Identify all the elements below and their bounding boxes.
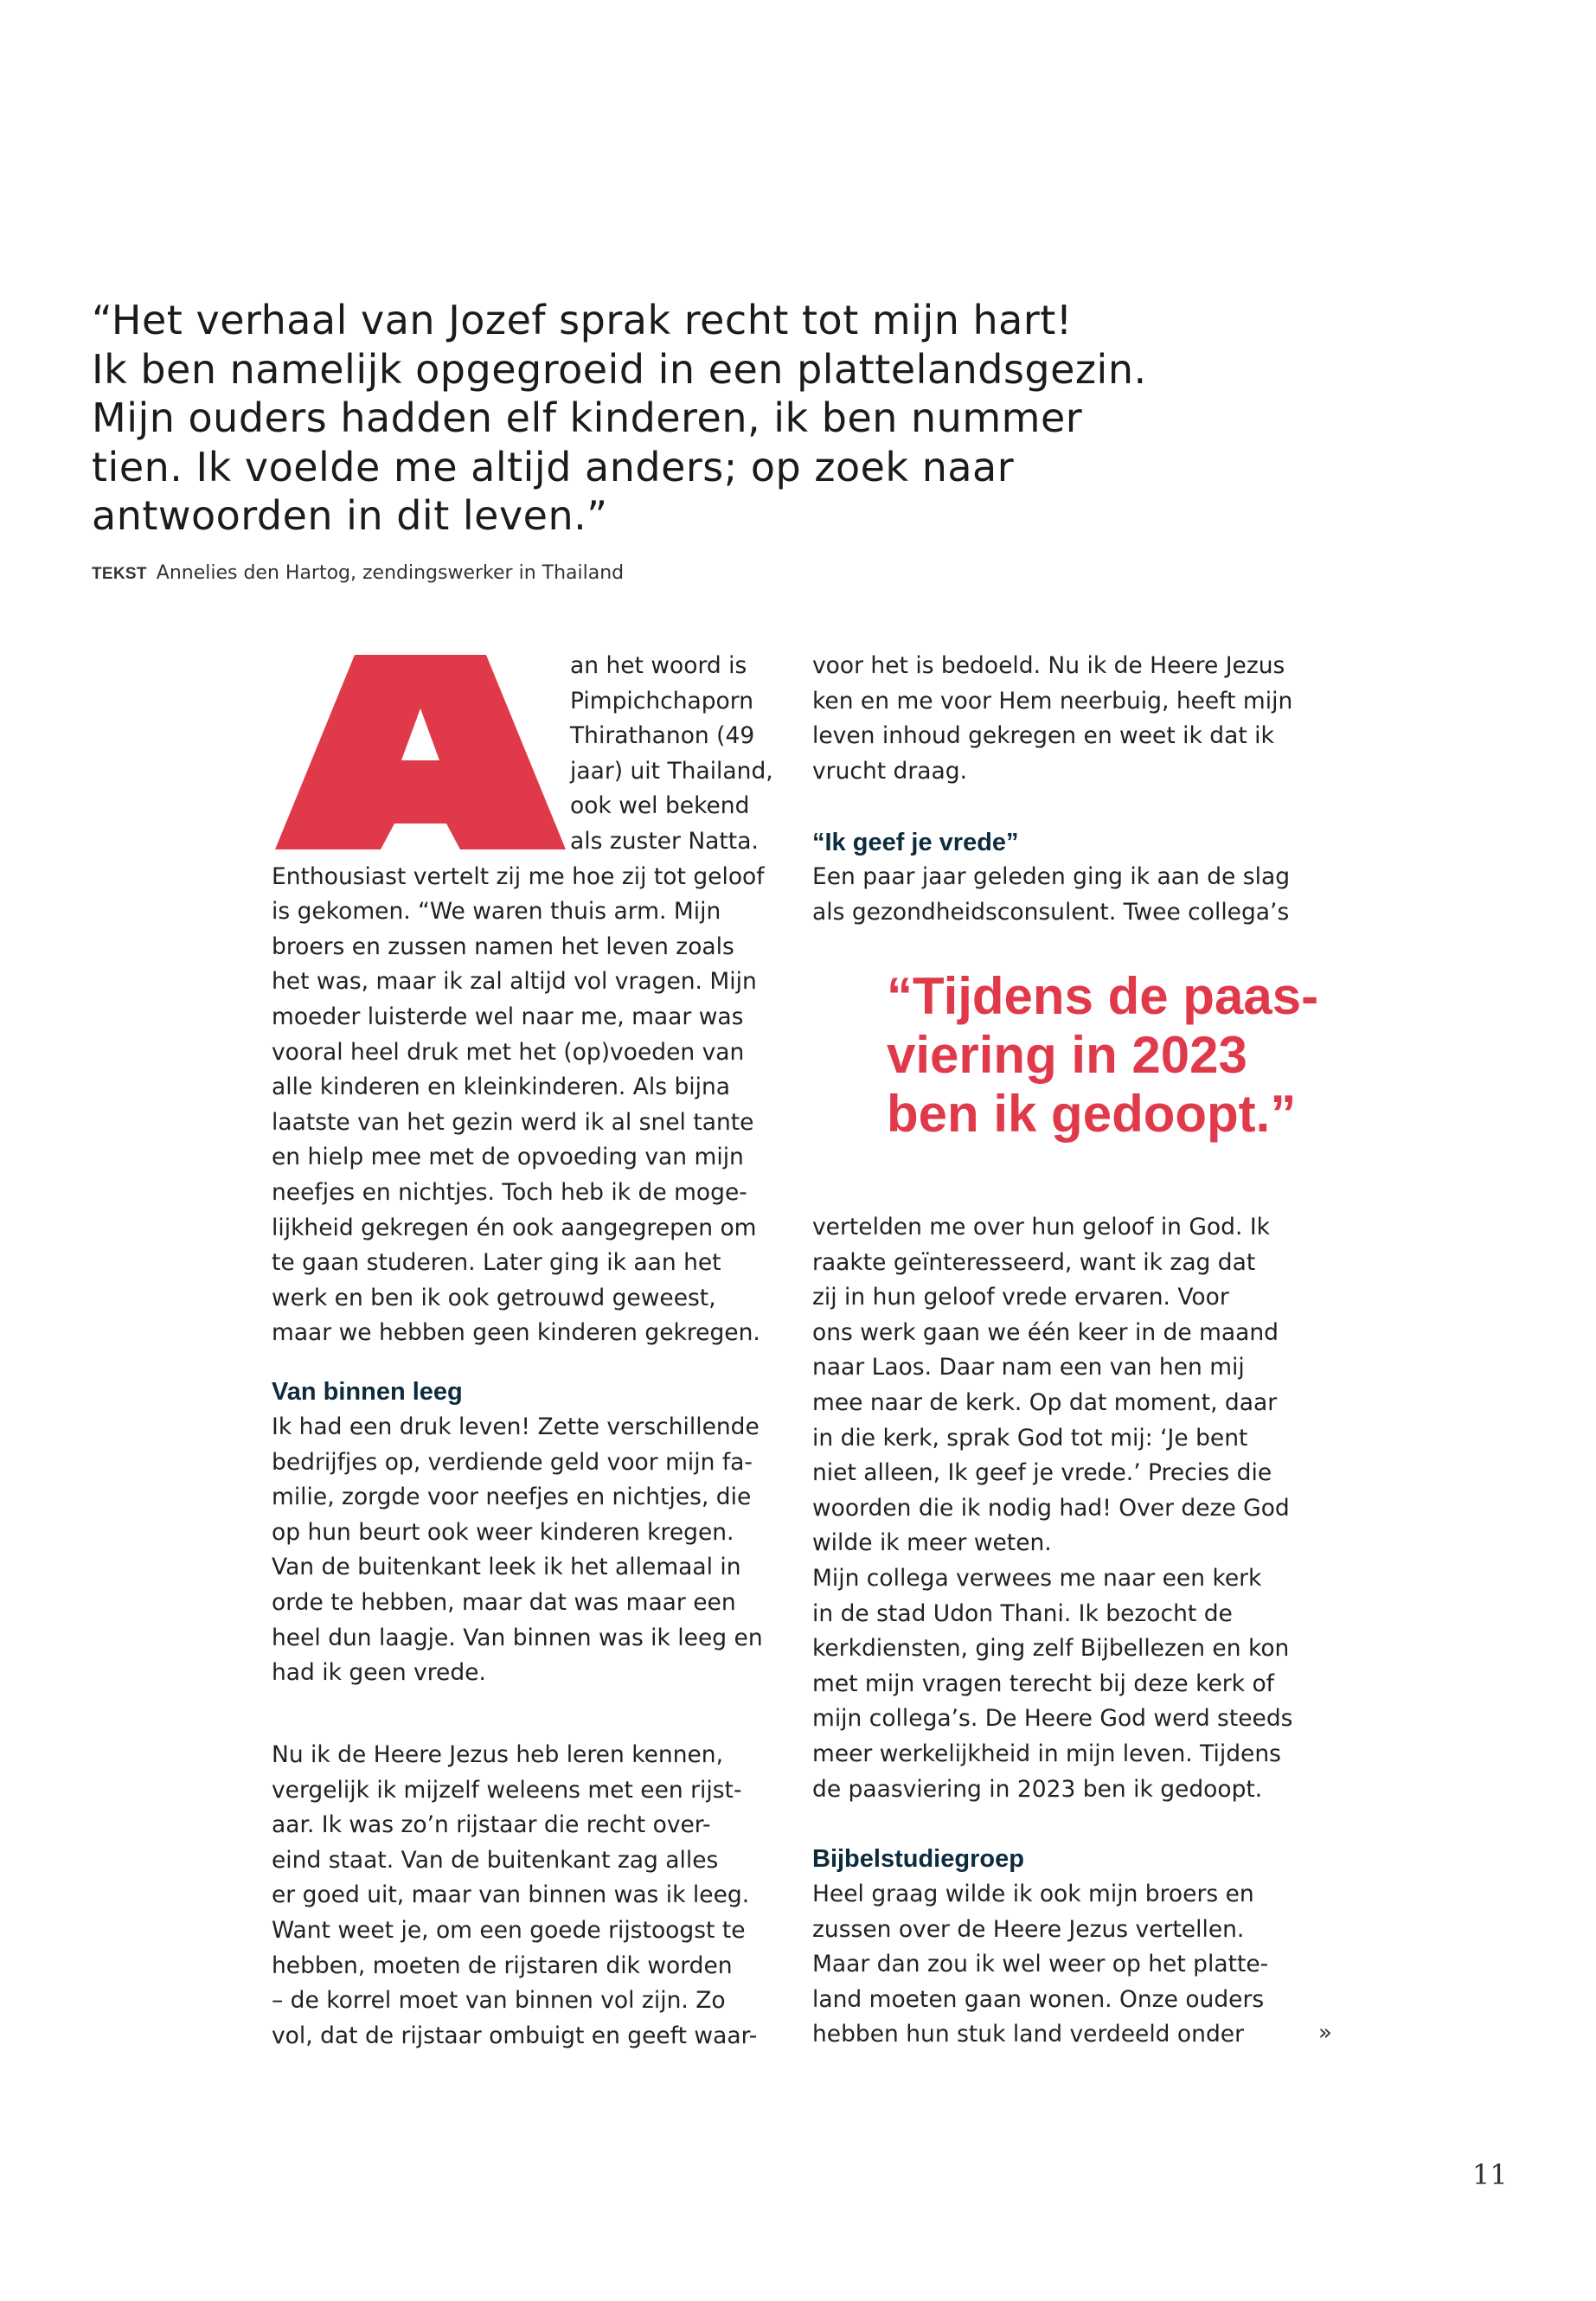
text-line: naar Laos. Daar nam een van hen mij	[812, 1354, 1245, 1381]
text-line: vertelden me over hun geloof in God. Ik	[812, 1214, 1270, 1240]
text-line: lijkheid gekregen én ook aangegrepen om	[272, 1214, 757, 1241]
heading-bijbelstudiegroep: Bijbelstudiegroep	[812, 1845, 1024, 1873]
text-line: zij in hun geloof vrede ervaren. Voor	[812, 1284, 1229, 1311]
left-column-paragraph-3	[272, 1738, 782, 2054]
text-line: Want weet je, om een goede rijstoogst te	[272, 1916, 746, 1944]
text-line: milie, zorgde voor neefjes en nichtjes, die	[272, 1484, 752, 1511]
text-line: voor het is bedoeld. Nu ik de Heere Jezus	[812, 652, 1285, 679]
text-line: ook wel bekend	[570, 792, 750, 820]
text-line: alle kinderen en kleinkinderen. Als bijna	[272, 1074, 731, 1101]
text-line: Pimpichchaporn	[570, 687, 753, 715]
text-line: zussen over de Heere Jezus vertellen.	[812, 1915, 1245, 1943]
text-line: Mijn collega verwees me naar een kerk	[812, 1564, 1262, 1592]
text-line: vergelijk ik mijzelf weleens met een rijst-	[272, 1776, 742, 1804]
right-column-paragraph-1	[812, 649, 1323, 789]
text-line: ben ik gedoopt.”	[887, 1085, 1297, 1143]
text-line: Ik ben namelijk opgegroeid in een plattelandsgezin.	[92, 345, 1147, 393]
text-line: jaar) uit Thailand,	[570, 757, 773, 785]
text-line: ken en me voor Hem neerbuig, heeft mijn	[812, 687, 1293, 715]
byline-author: Annelies den Hartog, zendingswerker in Thailand	[156, 562, 625, 584]
pull-quote	[887, 967, 1318, 1144]
text-line: Enthousiast vertelt zij me hoe zij tot geloof	[272, 862, 765, 890]
text-line: met mijn vragen terecht bij deze kerk of	[812, 1670, 1274, 1697]
text-line: moeder luisterde wel naar me, maar was	[272, 1003, 744, 1030]
text-line: – de korrel moet van binnen vol zijn. Zo	[272, 1987, 726, 2015]
left-column-paragraph-2	[272, 1410, 782, 1691]
text-line: werk en ben ik ook getrouwd geweest,	[272, 1284, 716, 1311]
text-line: wilde ik meer weten.	[812, 1529, 1052, 1557]
text-line: het was, maar ik zal altijd vol vragen. Mijn	[272, 968, 757, 996]
text-line: land moeten gaan wonen. Onze ouders	[812, 1985, 1265, 2013]
text-line: woorden die ik nodig had! Over deze God	[812, 1494, 1290, 1522]
text-line: viering in 2023	[887, 1026, 1247, 1084]
text-line: “Het verhaal van Jozef sprak recht tot mijn hart!	[92, 297, 1073, 343]
text-line: Thirathanon (49	[570, 722, 755, 750]
intro-quote	[92, 296, 1372, 541]
byline-label: TEKST	[92, 565, 147, 583]
text-line: Nu ik de Heere Jezus heb leren kennen,	[272, 1741, 724, 1768]
text-line: laatste van het gezin werd ik al snel tante	[272, 1108, 754, 1136]
right-column-paragraph-2	[812, 860, 1323, 930]
text-line: hebben, moeten de rijstaren dik worden	[272, 1952, 733, 1979]
text-line: eind staat. Van de buitenkant zag alles	[272, 1846, 719, 1874]
text-line: vooral heel druk met het (op)voeden van	[272, 1038, 745, 1066]
text-line: aar. Ik was zo’n rijstaar die recht over-	[272, 1811, 711, 1839]
text-line: als gezondheidsconsulent. Twee collega’s	[812, 898, 1290, 926]
text-line: als zuster Natta.	[570, 827, 759, 855]
text-line: de paasviering in 2023 ben ik gedoopt.	[812, 1775, 1263, 1803]
text-line: vol, dat de rijstaar ombuigt en geeft waar-	[272, 2022, 758, 2049]
text-line: mijn collega’s. De Heere God werd steeds	[812, 1705, 1293, 1733]
text-line: in de stad Udon Thani. Ik bezocht de	[812, 1599, 1233, 1627]
text-line: Maar dan zou ik wel weer op het platte-	[812, 1951, 1269, 1978]
text-line: meer werkelijkheid in mijn leven. Tijdens	[812, 1740, 1281, 1767]
text-line: in die kerk, sprak God tot mij: ‘Je bent	[812, 1424, 1248, 1452]
text-line: er goed uit, maar van binnen was ik leeg.	[272, 1881, 750, 1909]
text-line: Van de buitenkant leek ik het allemaal in	[272, 1554, 741, 1581]
text-line: tien. Ik voelde me altijd anders; op zoek naar	[92, 443, 1015, 490]
text-line: orde te hebben, maar dat was maar een	[272, 1588, 736, 1616]
page-number: 11	[1472, 2158, 1508, 2191]
text-line: “Tijdens de paas-	[887, 967, 1319, 1025]
text-line: Heel graag wilde ik ook mijn broers en	[812, 1881, 1254, 1907]
heading-ik-geef-je-vrede: “Ik geef je vrede”	[812, 829, 1019, 856]
text-line: heel dun laagje. Van binnen was ik leeg en	[272, 1624, 763, 1651]
text-line: op hun beurt ook weer kinderen kregen.	[272, 1518, 734, 1546]
text-line: mee naar de kerk. Op dat moment, daar	[812, 1388, 1278, 1416]
text-line: en hielp mee met de opvoeding van mijn	[272, 1144, 744, 1171]
text-line: broers en zussen namen het leven zoals	[272, 933, 734, 960]
text-line: kerkdiensten, ging zelf Bijbellezen en kon	[812, 1635, 1290, 1663]
right-column-paragraph-3	[812, 1210, 1323, 1807]
text-line: bedrijfjes op, verdiende geld voor mijn fa-	[272, 1448, 753, 1476]
heading-van-binnen-leeg: Van binnen leeg	[272, 1378, 463, 1406]
text-line: neefjes en nichtjes. Toch heb ik de moge-	[272, 1178, 747, 1206]
text-line: niet alleen, Ik geef je vrede.’ Precies die	[812, 1459, 1272, 1487]
text-line: antwoorden in dit leven.”	[92, 492, 608, 539]
text-line: Mijn ouders hadden elf kinderen, ik ben nummer	[92, 394, 1083, 441]
text-line: an het woord is	[570, 652, 747, 679]
right-column-paragraph-4	[812, 1877, 1323, 2053]
text-line: is gekomen. “We waren thuis arm. Mijn	[272, 898, 721, 926]
byline	[92, 562, 624, 584]
text-line: had ik geen vrede.	[272, 1659, 486, 1687]
text-line: leven inhoud gekregen en weet ik dat ik	[812, 722, 1274, 750]
text-line: maar we hebben geen kinderen gekregen.	[272, 1319, 760, 1347]
text-line: ons werk gaan we één keer in de maand	[812, 1318, 1279, 1346]
text-line: vrucht draag.	[812, 757, 967, 785]
continue-marker: »	[1318, 2020, 1332, 2046]
text-line: raakte geïnteresseerd, want ik zag dat	[812, 1248, 1256, 1276]
text-line: Ik had een druk leven! Zette verschillende	[272, 1413, 760, 1440]
text-line: Een paar jaar geleden ging ik aan de slag	[812, 863, 1291, 890]
left-column-intro	[272, 649, 782, 1351]
text-line: hebben hun stuk land verdeeld onder	[812, 2021, 1244, 2048]
text-line: te gaan studeren. Later ging ik aan het	[272, 1249, 721, 1277]
